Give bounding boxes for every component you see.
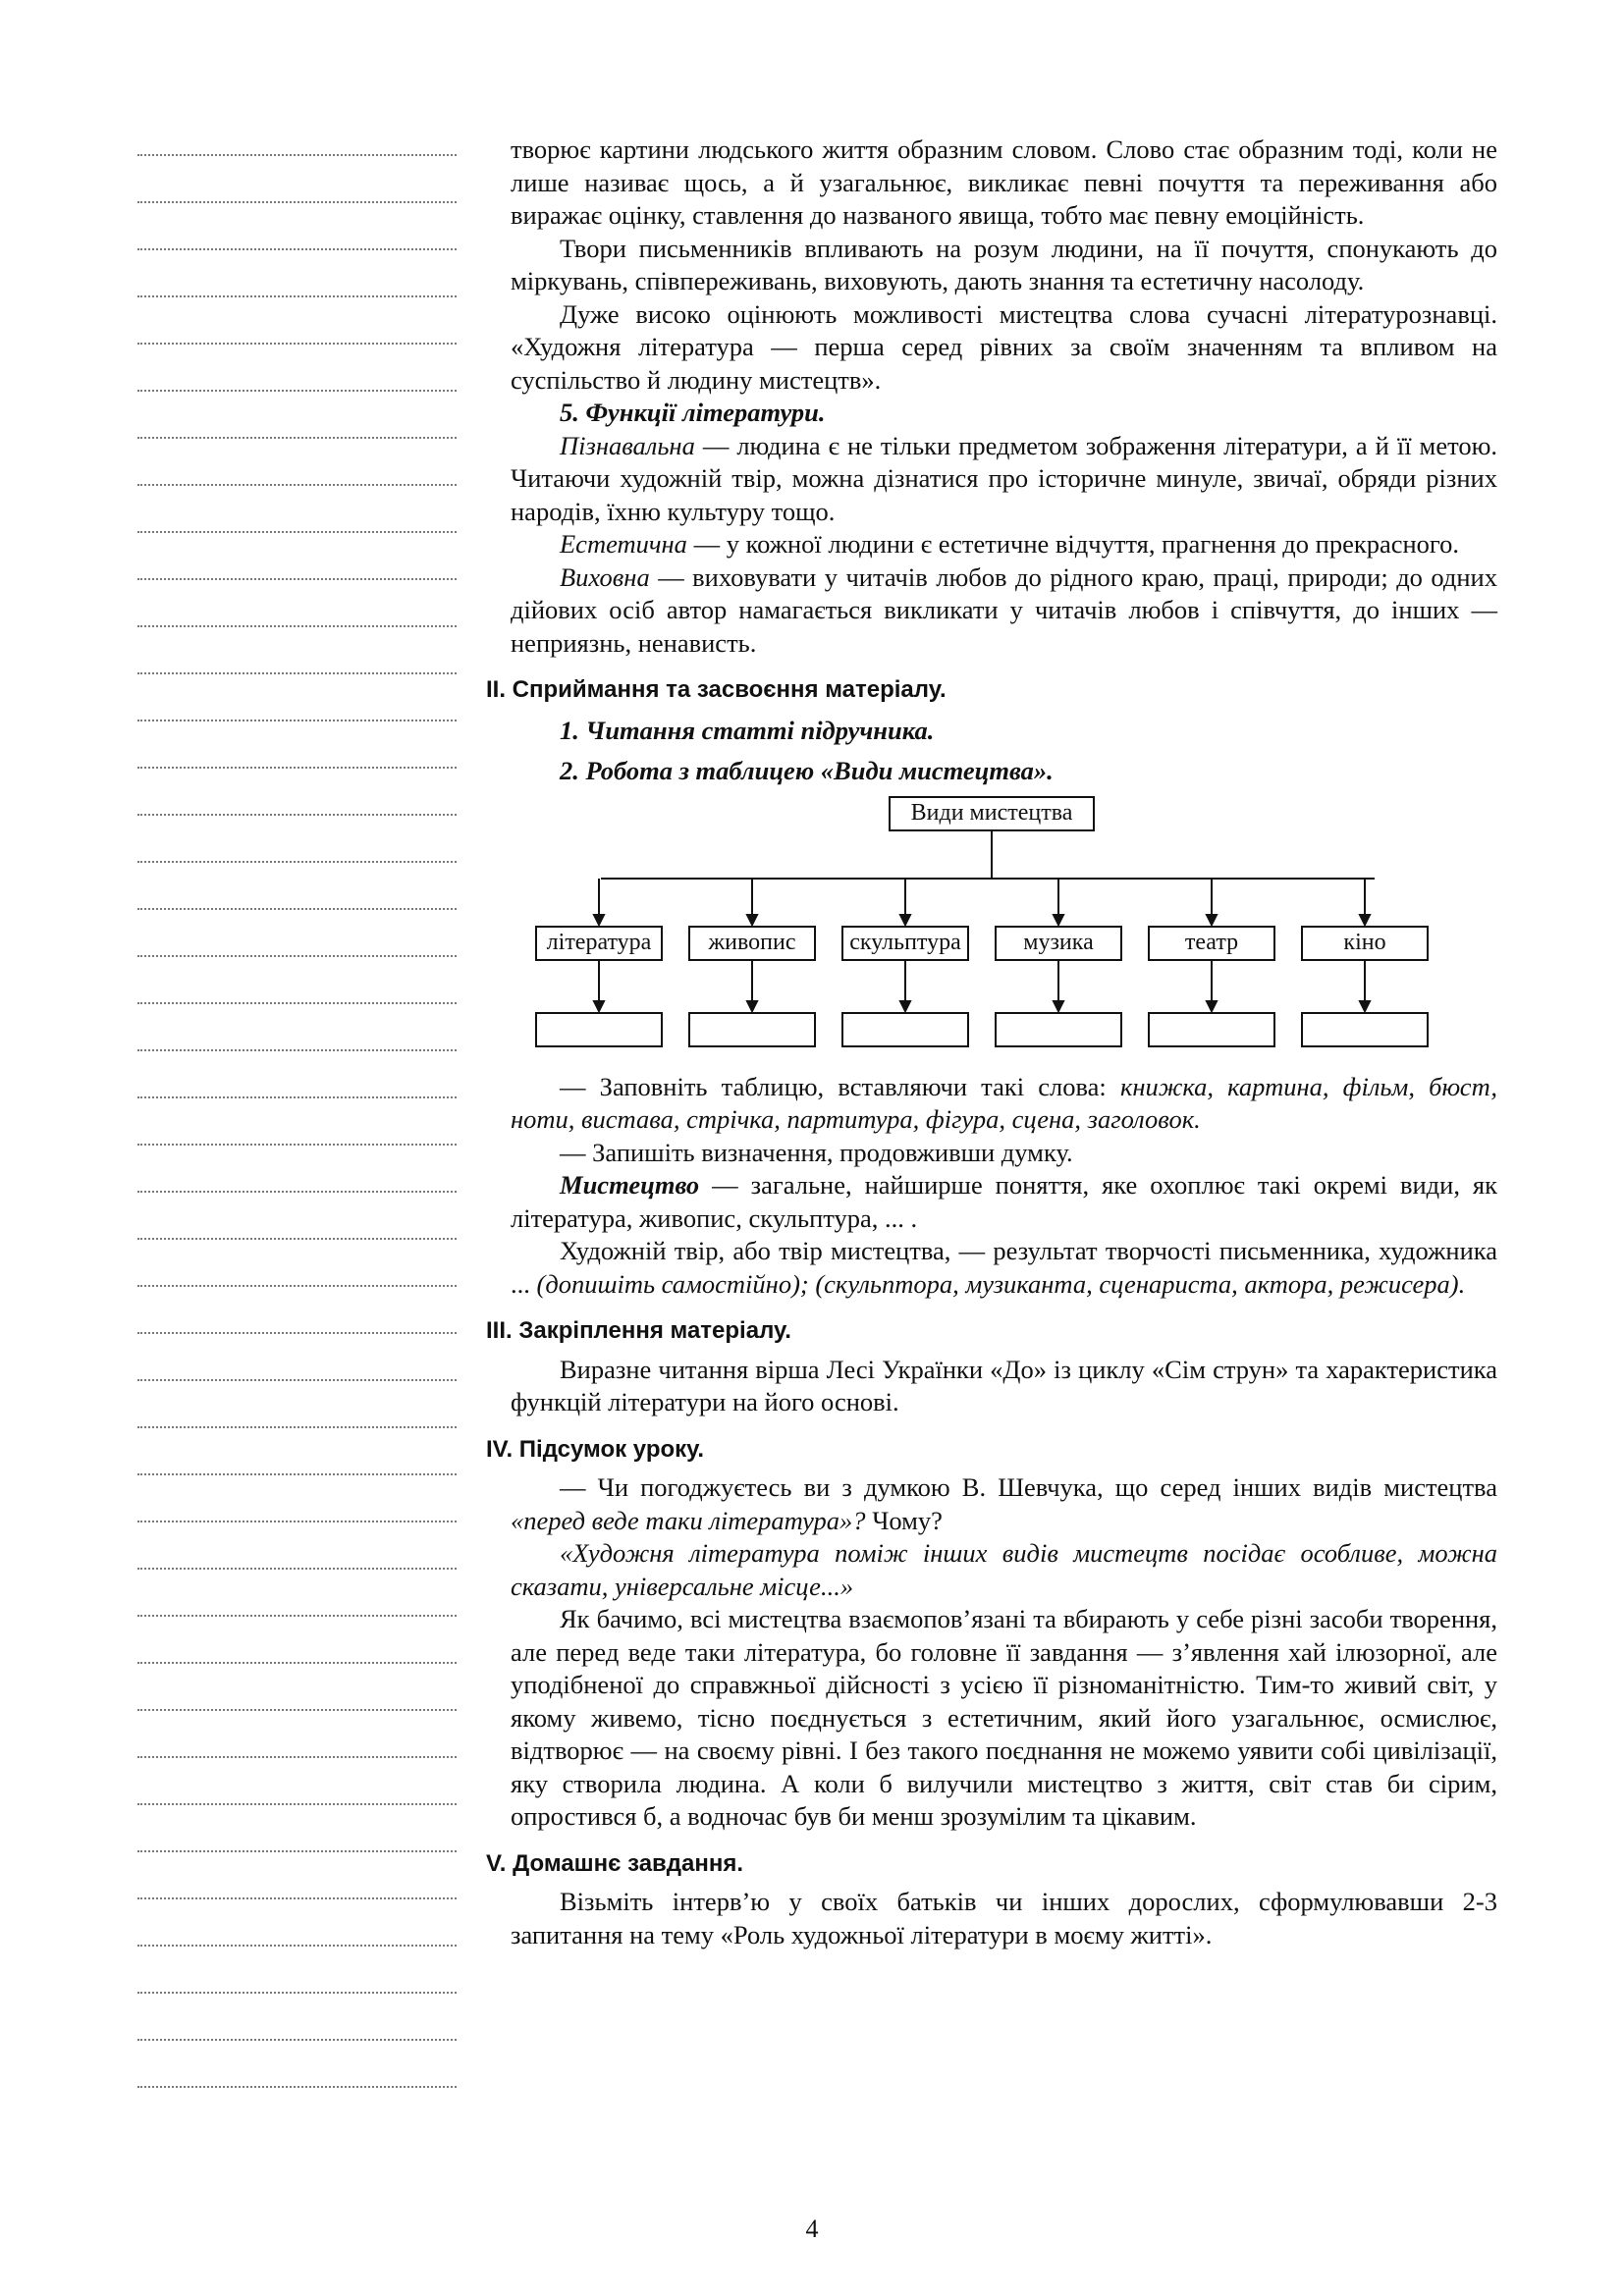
diagram-empty-cell: [1301, 1012, 1429, 1047]
note-line: [137, 1191, 457, 1193]
arrow-head: [594, 915, 604, 925]
note-line: [137, 1803, 457, 1805]
task-text: — Заповніть таблицю, вставляючи такі слова:: [560, 1071, 1120, 1101]
note-line: [137, 1096, 457, 1098]
diagram-empty-cell: [841, 1012, 969, 1047]
function-aesthetic: [511, 528, 1497, 561]
note-line: [137, 1897, 457, 1899]
diagram-empty-cell: [535, 1012, 663, 1047]
word-list: книжка, картина, фільм, бюст, ноти, вистава, стрічка, партитура, фігура, сцена, заголовок.: [511, 1071, 1497, 1134]
paragraph: Дуже високо оцінюють можливості мистецтва слова сучасні літературознавці. «Художня література — перша серед рівних за своїм значенням та впливом на суспільство й людину мистецтв».: [511, 298, 1497, 395]
task-write: — Запишіть визначення, продовживши думку.: [560, 1137, 1073, 1167]
note-line: [137, 437, 457, 439]
note-line: [137, 672, 457, 674]
arrow-head: [900, 915, 910, 925]
note-line: [137, 1002, 457, 1004]
paragraph: Візьміть інтерв’ю у своїх батьків чи інших дорослих, сформулювавши 2-3 запитання на тему «Роль художньої літератури в моєму житті».: [511, 1887, 1497, 1949]
diagram-category: театр: [1148, 926, 1275, 961]
note-line: [137, 2086, 457, 2088]
section-heading: II. Сприймання та засвоєння матеріалу.: [486, 676, 947, 703]
section-heading: III. Закріплення матеріалу.: [486, 1317, 791, 1344]
diagram-category: література: [535, 926, 663, 961]
note-line: [137, 2039, 457, 2041]
term: Мистецтво: [560, 1170, 700, 1200]
note-line: [137, 1615, 457, 1617]
note-line: [137, 248, 457, 250]
diagram-root: Види мистецтва: [889, 796, 1095, 831]
note-line: [137, 1662, 457, 1664]
diagram-empty-cell: [995, 1012, 1122, 1047]
diagram-category: кіно: [1301, 926, 1429, 961]
subsection-heading: 1. Читання статті підручника.: [560, 715, 935, 745]
note-line: [137, 1285, 457, 1287]
note-line: [137, 1850, 457, 1852]
definition: — загальне, найширше поняття, яке охоплює такі окремі види, як література, живопис, скульптура, ... .: [511, 1170, 1497, 1233]
diagram-category: живопис: [688, 926, 816, 961]
note-line: [137, 295, 457, 297]
note-line: [137, 201, 457, 203]
section-heading: V. Домашнє завдання.: [486, 1849, 744, 1877]
note-line: [137, 767, 457, 769]
definition: — виховувати у читачів любов до рідного краю, праці, природи; до одних дійових осіб автор намагається викликати у читачів любов і співчуття, до інших — неприязнь, ненависть.: [511, 561, 1497, 658]
definition: Художній твір, або твір мистецтва, — результат творчості письменника, художника ...: [511, 1236, 1497, 1299]
arrow-head: [1360, 915, 1370, 925]
diagram-empty-cell: [1148, 1012, 1275, 1047]
definition: — людина є не тільки предметом зображення літератури, а й її метою. Читаючи художній твір, можна дізнатися про історичне минуле, звичаї, обряди різних народів, їхню культуру тощо.: [511, 430, 1497, 526]
question: [511, 1471, 1497, 1537]
term: Естетична: [560, 529, 687, 559]
note-line: [137, 578, 457, 580]
question-end: Чому?: [865, 1505, 943, 1535]
definition-art: [511, 1169, 1497, 1235]
arrow-head: [747, 915, 757, 925]
note-line: [137, 1756, 457, 1758]
note-line: [137, 814, 457, 816]
arrow-head: [1054, 1001, 1063, 1011]
note-line: [137, 1709, 457, 1711]
hint: (допишіть самостійно); (скульптора, музиканта, сценариста, актора, режисера).: [536, 1268, 1466, 1299]
quote-inline: «перед веде таки література»?: [511, 1505, 866, 1535]
paragraph: Як бачимо, всі мистецтва взаємопов’язані та вбирають у себе різні засоби творення, але перед веде таки література, бо головне її завдання — з’явлення хай ілюзорної, але уподібненої до справжньої дійсності з усією її різноманітністю. Тим-то живий світ, у якому живемо, тісно поєднується з естетичним, який його узагальнює, осмислює, відтворює — на своєму рівні. І без такого поєднання не можемо уявити собі цивілізації, яку створила людина. А коли б вилучили мистецтво з життя, світ став би сірим, опростився б, а водночас був би менш зрозумілим та цікавим.: [511, 1604, 1497, 1831]
arrow-head: [747, 1001, 757, 1011]
note-line: [137, 720, 457, 721]
diagram-category: музика: [995, 926, 1122, 961]
question-text: — Чи погоджуєтесь ви з думкою В. Шевчука, що серед інших видів мистецтва: [560, 1472, 1497, 1502]
arrow-head: [594, 1001, 604, 1011]
note-line: [137, 390, 457, 392]
note-line: [137, 1238, 457, 1240]
note-line: [137, 908, 457, 910]
page-number: 4: [805, 2215, 819, 2243]
note-line: [137, 1945, 457, 1947]
term: Виховна: [560, 561, 650, 592]
term: Пізнавальна: [560, 430, 695, 460]
arrow-head: [1360, 1001, 1370, 1011]
definition-artwork: [511, 1235, 1497, 1301]
paragraph: Твори письменників впливають на розум людини, на її почуття, спонукають до міркувань, співпереживань, виховують, дають знання та естетичну насолоду.: [511, 233, 1497, 295]
note-line: [137, 1144, 457, 1146]
subsection-heading: 2. Робота з таблицею «Види мистецтва».: [560, 756, 1054, 785]
note-line: [137, 484, 457, 486]
paragraph: Виразне читання вірша Лесі Українки «До» із циклу «Сім струн» та характеристика функцій літератури на його основі.: [511, 1354, 1497, 1416]
note-line: [137, 1473, 457, 1475]
note-line: [137, 1049, 457, 1051]
note-line: [137, 625, 457, 627]
definition: — у кожної людини є естетичне відчуття, прагнення до прекрасного.: [686, 529, 1460, 559]
quote: [511, 1537, 1497, 1603]
note-line: [137, 343, 457, 345]
note-line: [137, 861, 457, 863]
task-fill: [511, 1071, 1497, 1137]
note-line: [137, 1568, 457, 1570]
diagram-category: скульптура: [841, 926, 969, 961]
functions-heading: 5. Функції літератури.: [560, 398, 826, 427]
diagram-empty-cell: [688, 1012, 816, 1047]
section-heading: IV. Підсумок уроку.: [486, 1435, 705, 1463]
arts-diagram: [511, 796, 1497, 1071]
function-cognitive: [511, 430, 1497, 529]
arrow-head: [1207, 915, 1217, 925]
note-line: [137, 1426, 457, 1428]
note-line: [137, 1332, 457, 1334]
arrow-head: [1207, 1001, 1217, 1011]
note-line: [137, 1379, 457, 1381]
note-line: [137, 955, 457, 957]
note-line: [137, 1992, 457, 1994]
arrow-head: [900, 1001, 910, 1011]
note-line: [137, 531, 457, 533]
function-educational: [511, 561, 1497, 661]
paragraph: творює картини людського життя образним словом. Слово стає образним тоді, коли не лише називає щось, а й узагальнює, викликає певні почуття та переживання або виражає оцінку, ставлення до названого явища, тобто має певну емоційність.: [511, 134, 1497, 230]
note-line: [137, 1521, 457, 1522]
note-line: [137, 154, 457, 156]
arrow-head: [1054, 915, 1063, 925]
main-text: [486, 133, 1497, 1951]
quote-text: «Художня література поміж інших видів мистецтв посідає особливе, можна сказати, універсальне місце...»: [511, 1538, 1497, 1601]
